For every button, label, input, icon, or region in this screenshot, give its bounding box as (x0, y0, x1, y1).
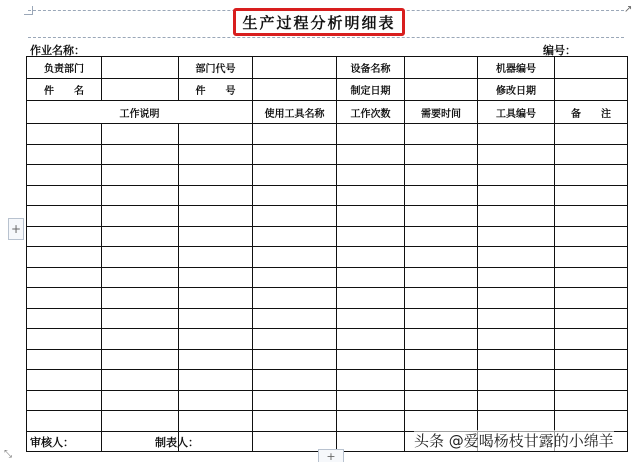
table-cell[interactable] (27, 206, 102, 227)
table-cell[interactable] (253, 308, 337, 329)
table-cell[interactable] (253, 144, 337, 165)
table-cell[interactable] (179, 144, 253, 165)
table-cell[interactable] (478, 185, 555, 206)
table-cell[interactable] (337, 185, 405, 206)
header-tool-number: 工具编号 (478, 101, 555, 124)
table-cell[interactable] (555, 411, 628, 432)
table-cell[interactable] (405, 165, 478, 186)
table-cell[interactable] (405, 288, 478, 309)
table-cell[interactable] (478, 124, 555, 145)
header-tool-name: 使用工具名称 (253, 101, 337, 124)
table-cell[interactable] (27, 411, 102, 432)
table-cell[interactable] (555, 185, 628, 206)
info-cell: 件 号 (179, 79, 253, 101)
table-row (27, 165, 628, 186)
table-cell[interactable] (179, 206, 253, 227)
table-row (27, 124, 628, 145)
watermark-text: 头条 @爱喝杨枝甘露的小绵羊 (414, 432, 614, 450)
table-cell[interactable] (555, 390, 628, 411)
table-cell[interactable] (555, 349, 628, 370)
table-cell[interactable] (179, 288, 253, 309)
info-cell: 修改日期 (478, 79, 555, 101)
table-cell[interactable] (405, 226, 478, 247)
table-row (27, 226, 628, 247)
add-row-handle[interactable]: + (8, 218, 24, 240)
info-cell: 机器编号 (478, 57, 555, 79)
column-header-row (27, 101, 628, 124)
table-cell[interactable] (555, 124, 628, 145)
info-value-cell[interactable] (555, 79, 628, 101)
table-cell[interactable] (179, 185, 253, 206)
table-cell[interactable] (253, 165, 337, 186)
table-cell[interactable] (478, 411, 555, 432)
info-row (27, 79, 628, 101)
table-cell[interactable] (337, 390, 405, 411)
table-cell[interactable] (253, 370, 337, 391)
document-title: 生产过程分析明细表 (233, 8, 405, 36)
table-cell[interactable] (27, 370, 102, 391)
table-cell[interactable] (478, 144, 555, 165)
info-value-cell[interactable] (555, 57, 628, 79)
table-cell[interactable] (253, 288, 337, 309)
table-cell[interactable] (253, 206, 337, 227)
table-row (27, 349, 628, 370)
info-value-cell[interactable] (102, 57, 179, 79)
table-cell[interactable] (253, 247, 337, 268)
number-label: 编号： (543, 44, 576, 57)
table-cell[interactable] (337, 329, 405, 350)
table-cell[interactable] (405, 349, 478, 370)
work-name-label: 作业名称： (30, 44, 85, 57)
table-cell[interactable] (102, 349, 179, 370)
table-cell[interactable] (405, 329, 478, 350)
table-cell[interactable] (27, 226, 102, 247)
table-cell[interactable] (555, 144, 628, 165)
table-cell[interactable] (179, 370, 253, 391)
header-remark: 备 注 (555, 101, 628, 124)
table-row (27, 206, 628, 227)
table-cell[interactable] (179, 308, 253, 329)
margin-corner-mark (24, 6, 33, 15)
table-cell[interactable] (102, 288, 179, 309)
table-cell[interactable] (405, 411, 478, 432)
table-row (27, 267, 628, 288)
table-cell[interactable] (102, 329, 179, 350)
info-value-cell[interactable] (102, 79, 179, 101)
table-cell[interactable] (253, 411, 337, 432)
table-cell[interactable] (555, 247, 628, 268)
table-cell[interactable] (555, 165, 628, 186)
table-cell[interactable] (179, 390, 253, 411)
table-cell[interactable] (179, 411, 253, 432)
table-cell[interactable] (555, 308, 628, 329)
info-value-cell[interactable] (253, 57, 337, 79)
table-cell[interactable] (555, 329, 628, 350)
table-cell[interactable] (405, 206, 478, 227)
table-cell[interactable] (253, 390, 337, 411)
table-cell[interactable] (179, 247, 253, 268)
analysis-table (26, 56, 628, 452)
table-cell[interactable] (337, 226, 405, 247)
table-cell[interactable] (102, 165, 179, 186)
table-cell[interactable] (405, 185, 478, 206)
info-cell: 部门代号 (179, 57, 253, 79)
table-cell[interactable] (555, 226, 628, 247)
info-row (27, 57, 628, 79)
table-cell[interactable] (27, 390, 102, 411)
table-cell[interactable] (337, 431, 405, 452)
table-cell[interactable] (555, 206, 628, 227)
table-cell[interactable] (102, 144, 179, 165)
table-cell[interactable] (555, 370, 628, 391)
table-cell[interactable] (405, 308, 478, 329)
header-work-desc: 工作说明 (27, 101, 253, 124)
table-cell[interactable] (478, 288, 555, 309)
table-cell[interactable] (102, 308, 179, 329)
info-cell: 件 名 (27, 79, 102, 101)
table-cell[interactable] (27, 267, 102, 288)
table-cell[interactable] (478, 370, 555, 391)
table-cell[interactable] (179, 226, 253, 247)
table-row (27, 288, 628, 309)
table-row (27, 411, 628, 432)
table-cell[interactable] (102, 267, 179, 288)
table-cell[interactable] (27, 349, 102, 370)
table-cell[interactable] (337, 144, 405, 165)
table-cell[interactable] (555, 267, 628, 288)
table-cell[interactable] (337, 370, 405, 391)
table-cell[interactable] (405, 390, 478, 411)
table-cell[interactable] (478, 247, 555, 268)
table-cell[interactable] (405, 247, 478, 268)
table-cell[interactable] (27, 185, 102, 206)
table-row (27, 144, 628, 165)
table-row (27, 370, 628, 391)
table-cell[interactable] (337, 349, 405, 370)
table-cell[interactable] (27, 165, 102, 186)
table-cell[interactable] (337, 247, 405, 268)
table-cell[interactable] (337, 308, 405, 329)
table-cell[interactable] (179, 124, 253, 145)
table-cell[interactable] (253, 349, 337, 370)
table-cell[interactable] (478, 329, 555, 350)
table-cell[interactable] (478, 165, 555, 186)
table-cell[interactable] (253, 124, 337, 145)
reviewer-label: 审核人： (30, 436, 74, 449)
info-cell: 制定日期 (337, 79, 405, 101)
table-cell[interactable] (179, 165, 253, 186)
table-cell[interactable] (102, 247, 179, 268)
table-cell[interactable] (478, 267, 555, 288)
table-cell[interactable] (102, 390, 179, 411)
table-cell[interactable] (102, 124, 179, 145)
table-cell[interactable] (27, 308, 102, 329)
table-cell[interactable] (253, 329, 337, 350)
maker-label: 制表人： (155, 436, 199, 449)
add-column-handle[interactable]: + (318, 449, 344, 462)
header-time-needed: 需要时间 (405, 101, 478, 124)
table-row (27, 390, 628, 411)
table-cell[interactable] (405, 267, 478, 288)
analysis-table-wrapper (26, 56, 628, 452)
table-cell[interactable] (253, 226, 337, 247)
header-work-count: 工作次数 (337, 101, 405, 124)
expand-icon[interactable]: ↗ (624, 4, 633, 15)
table-cell[interactable] (478, 308, 555, 329)
table-cell[interactable] (478, 226, 555, 247)
table-cell[interactable] (478, 349, 555, 370)
table-cell[interactable] (102, 206, 179, 227)
table-row (27, 185, 628, 206)
info-value-cell[interactable] (405, 79, 478, 101)
table-cell[interactable] (102, 185, 179, 206)
table-row (27, 308, 628, 329)
info-value-cell[interactable] (405, 57, 478, 79)
info-cell: 设备名称 (337, 57, 405, 79)
table-cell[interactable] (179, 267, 253, 288)
table-cell[interactable] (478, 206, 555, 227)
table-cell[interactable] (179, 349, 253, 370)
table-row (27, 247, 628, 268)
info-value-cell[interactable] (253, 79, 337, 101)
table-cell[interactable] (405, 370, 478, 391)
table-cell[interactable] (179, 329, 253, 350)
table-cell[interactable] (405, 144, 478, 165)
table-cell[interactable] (27, 288, 102, 309)
table-cell[interactable] (253, 185, 337, 206)
table-cell[interactable] (27, 124, 102, 145)
info-cell: 负责部门 (27, 57, 102, 79)
table-cell[interactable] (405, 124, 478, 145)
table-cell[interactable] (555, 288, 628, 309)
table-cell[interactable] (337, 124, 405, 145)
table-cell[interactable] (337, 165, 405, 186)
table-row (27, 329, 628, 350)
table-cell[interactable] (27, 329, 102, 350)
table-cell[interactable] (337, 411, 405, 432)
table-cell[interactable] (337, 206, 405, 227)
table-cell[interactable] (102, 411, 179, 432)
table-cell[interactable] (27, 144, 102, 165)
table-cell[interactable] (337, 267, 405, 288)
table-cell[interactable] (102, 226, 179, 247)
table-cell[interactable] (253, 267, 337, 288)
table-cell[interactable] (102, 370, 179, 391)
table-cell[interactable] (337, 288, 405, 309)
resize-icon[interactable]: ⤡ (4, 449, 12, 460)
table-cell[interactable] (27, 247, 102, 268)
table-cell[interactable] (478, 390, 555, 411)
